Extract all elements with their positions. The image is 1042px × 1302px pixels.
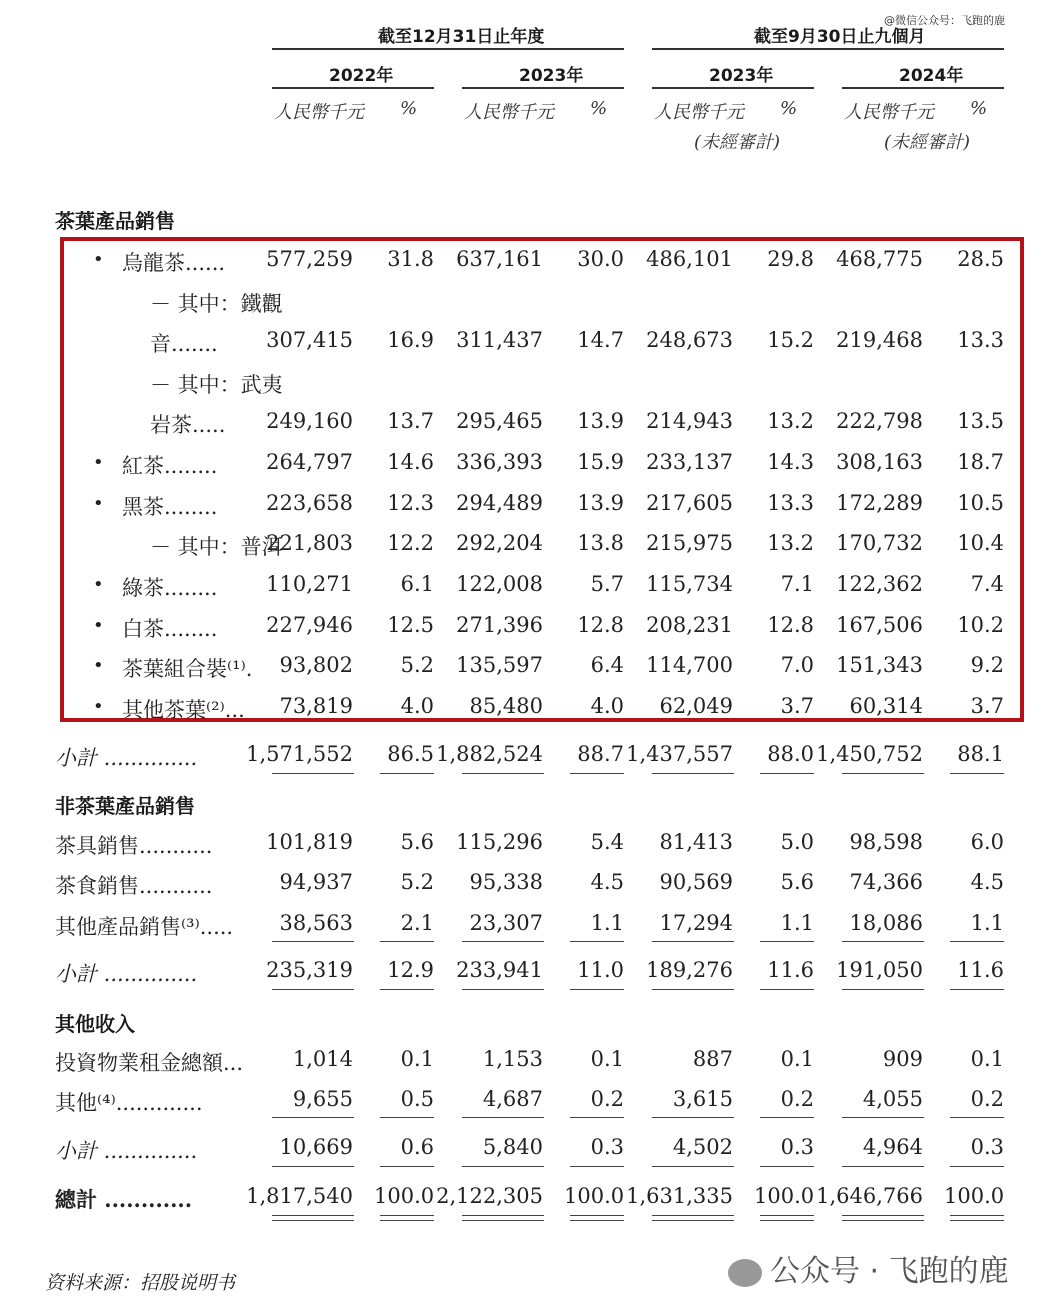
table-rule — [842, 773, 924, 774]
bullet-icon: • — [93, 574, 104, 595]
cell-percent: 11.0 — [577, 958, 624, 982]
row-label: 投資物業租金總額... — [55, 1051, 244, 1075]
cell-amount: 23,307 — [469, 911, 543, 935]
cell-amount: 1,631,335 — [626, 1184, 733, 1208]
bullet-icon: • — [93, 615, 104, 636]
cell-amount: 115,734 — [646, 572, 733, 596]
cell-percent: 6.0 — [970, 830, 1004, 854]
cell-percent: 1.1 — [780, 911, 814, 935]
cell-percent: 88.0 — [767, 742, 814, 766]
year-2024-9m: 2024年 — [899, 66, 964, 86]
cell-amount: 222,798 — [836, 409, 923, 433]
cell-percent: 9.2 — [970, 653, 1004, 677]
table-rule — [380, 989, 434, 990]
table-rule — [652, 1166, 734, 1167]
cell-amount: 307,415 — [266, 328, 353, 352]
cell-percent: 13.9 — [577, 409, 624, 433]
row-label: 黑茶........ — [122, 495, 218, 519]
watermark-bottom-text: 公众号 · 飞跑的鹿 — [770, 1254, 1009, 1289]
row-label: 總計 ............ — [55, 1187, 193, 1212]
table-rule — [652, 1220, 734, 1221]
cell-amount: 887 — [692, 1047, 733, 1071]
cell-percent: 30.0 — [577, 247, 624, 271]
year-rule-2023-9m — [652, 87, 814, 89]
bullet-icon: • — [93, 493, 104, 514]
cell-amount: 221,803 — [266, 531, 353, 555]
table-rule — [272, 1117, 354, 1118]
cell-percent: 5.6 — [400, 830, 434, 854]
cell-percent: 13.2 — [767, 531, 814, 555]
table-rule — [760, 1117, 814, 1118]
cell-percent: 11.6 — [957, 958, 1004, 982]
table-rule — [380, 1117, 434, 1118]
cell-percent: 0.2 — [780, 1087, 814, 1111]
table-rule — [842, 1166, 924, 1167]
row-label: 綠茶........ — [122, 576, 218, 600]
watermark-bottom — [728, 1246, 1009, 1290]
cell-amount: 311,437 — [456, 328, 543, 352]
cell-percent: 6.4 — [590, 653, 624, 677]
cell-percent: 4.0 — [590, 694, 624, 718]
table-rule — [842, 1117, 924, 1118]
table-rule — [760, 1220, 814, 1221]
year-2023-fy: 2023年 — [519, 66, 584, 86]
cell-percent: 0.2 — [970, 1087, 1004, 1111]
table-rule — [842, 989, 924, 990]
cell-amount: 10,669 — [279, 1135, 353, 1159]
cell-percent: 3.7 — [970, 694, 1004, 718]
cell-amount: 1,153 — [482, 1047, 543, 1071]
cell-amount: 95,338 — [469, 870, 543, 894]
cell-percent: 14.3 — [767, 450, 814, 474]
cell-amount: 227,946 — [266, 613, 353, 637]
cell-percent: 12.5 — [387, 613, 434, 637]
cell-percent: 3.7 — [780, 694, 814, 718]
cell-percent: 10.5 — [957, 491, 1004, 515]
cell-amount: 122,008 — [456, 572, 543, 596]
cell-percent: 14.7 — [577, 328, 624, 352]
section-other-income-title: 其他收入 — [55, 1012, 135, 1036]
cell-amount: 2,122,305 — [436, 1184, 543, 1208]
cell-amount: 1,817,540 — [246, 1184, 353, 1208]
cell-amount: 909 — [882, 1047, 923, 1071]
unit-pct-2: % — [590, 98, 608, 119]
cell-amount: 1,014 — [292, 1047, 353, 1071]
cell-amount: 4,502 — [672, 1135, 733, 1159]
row-label: 茶食銷售........... — [55, 874, 213, 898]
cell-amount: 295,465 — [456, 409, 543, 433]
cell-percent: 7.4 — [970, 572, 1004, 596]
cell-amount: 4,964 — [862, 1135, 923, 1159]
cell-percent: 10.4 — [957, 531, 1004, 555]
table-rule — [272, 1220, 354, 1221]
cell-percent: 0.3 — [970, 1135, 1004, 1159]
table-rule — [950, 941, 1004, 942]
table-rule — [652, 1215, 734, 1216]
section-non-tea-title: 非茶葉產品銷售 — [55, 794, 195, 818]
unit-rmb-1: 人民幣千元 — [274, 102, 364, 123]
cell-amount: 264,797 — [266, 450, 353, 474]
year-rule-2022 — [272, 87, 434, 89]
cell-percent: 100.0 — [944, 1184, 1005, 1208]
cell-percent: 1.1 — [970, 911, 1004, 935]
cell-percent: 5.2 — [400, 653, 434, 677]
cell-amount: 74,366 — [849, 870, 923, 894]
cell-amount: 308,163 — [836, 450, 923, 474]
source-note: 资料来源：招股说明书 — [45, 1272, 236, 1294]
cell-percent: 5.4 — [590, 830, 624, 854]
cell-percent: 12.2 — [387, 531, 434, 555]
table-rule — [380, 773, 434, 774]
section-tea-title: 茶葉產品銷售 — [55, 209, 175, 233]
table-rule — [950, 773, 1004, 774]
row-label: 紅茶........ — [122, 454, 218, 478]
table-rule — [652, 941, 734, 942]
cell-amount: 292,204 — [456, 531, 543, 555]
cell-percent: 28.5 — [957, 247, 1004, 271]
header-group-9m: 截至9月30日止九個月 — [754, 27, 926, 47]
table-rule — [272, 1166, 354, 1167]
table-rule — [380, 1220, 434, 1221]
table-rule — [570, 941, 624, 942]
table-rule — [570, 1215, 624, 1216]
cell-percent: 6.1 — [400, 572, 434, 596]
cell-percent: 0.1 — [590, 1047, 624, 1071]
table-rule — [950, 1166, 1004, 1167]
table-rule — [462, 1117, 544, 1118]
cell-percent: 13.5 — [957, 409, 1004, 433]
cell-amount: 4,687 — [482, 1087, 543, 1111]
cell-percent: 0.1 — [780, 1047, 814, 1071]
row-label: 音....... — [150, 332, 218, 356]
cell-percent: 0.5 — [400, 1087, 434, 1111]
cell-amount: 17,294 — [659, 911, 733, 935]
cell-percent: 4.0 — [400, 694, 434, 718]
bullet-icon: • — [93, 655, 104, 676]
unaudited-3: (未經審計) — [694, 132, 781, 153]
cell-amount: 235,319 — [266, 958, 353, 982]
row-label: 茶葉組合裝⁽¹⁾. — [122, 657, 253, 681]
cell-amount: 577,259 — [266, 247, 353, 271]
table-rule — [842, 1220, 924, 1221]
cell-percent: 12.3 — [387, 491, 434, 515]
cell-amount: 468,775 — [836, 247, 923, 271]
row-label: 小計 .............. — [55, 962, 198, 986]
cell-amount: 1,437,557 — [626, 742, 733, 766]
cell-percent: 0.2 — [590, 1087, 624, 1111]
cell-percent: 0.1 — [970, 1047, 1004, 1071]
cell-amount: 18,086 — [849, 911, 923, 935]
year-rule-2024-9m — [842, 87, 1004, 89]
cell-percent: 4.5 — [970, 870, 1004, 894]
table-rule — [380, 1166, 434, 1167]
table-rule — [462, 941, 544, 942]
unaudited-4: (未經審計) — [884, 132, 971, 153]
unit-rmb-2: 人民幣千元 — [464, 102, 554, 123]
cell-percent: 100.0 — [374, 1184, 435, 1208]
cell-percent: 12.9 — [387, 958, 434, 982]
cell-percent: 5.6 — [780, 870, 814, 894]
cell-percent: 4.5 — [590, 870, 624, 894]
cell-amount: 217,605 — [646, 491, 733, 515]
unit-rmb-3: 人民幣千元 — [654, 102, 744, 123]
table-rule — [272, 989, 354, 990]
cell-percent: 0.1 — [400, 1047, 434, 1071]
cell-amount: 191,050 — [836, 958, 923, 982]
cell-amount: 248,673 — [646, 328, 733, 352]
row-label: － 其中：普洱 — [150, 535, 283, 559]
cell-percent: 0.3 — [590, 1135, 624, 1159]
table-rule — [462, 989, 544, 990]
cell-percent: 2.1 — [400, 911, 434, 935]
table-rule — [570, 1166, 624, 1167]
table-rule — [380, 1215, 434, 1216]
table-rule — [760, 773, 814, 774]
cell-percent: 12.8 — [577, 613, 624, 637]
header-rule-fy — [272, 48, 624, 50]
cell-percent: 5.2 — [400, 870, 434, 894]
cell-amount: 3,615 — [672, 1087, 733, 1111]
cell-amount: 62,049 — [659, 694, 733, 718]
cell-amount: 208,231 — [646, 613, 733, 637]
table-rule — [950, 989, 1004, 990]
table-rule — [570, 989, 624, 990]
cell-percent: 13.7 — [387, 409, 434, 433]
unit-rmb-4: 人民幣千元 — [844, 102, 934, 123]
cell-percent: 13.8 — [577, 531, 624, 555]
cell-percent: 100.0 — [564, 1184, 625, 1208]
row-label: 其他產品銷售⁽³⁾..... — [55, 915, 234, 939]
row-label: 小計 .............. — [55, 1139, 198, 1163]
row-label: － 其中：鐵觀 — [150, 292, 283, 316]
cell-amount: 233,941 — [456, 958, 543, 982]
cell-percent: 13.3 — [957, 328, 1004, 352]
cell-amount: 114,700 — [646, 653, 733, 677]
wechat-icon — [728, 1259, 762, 1287]
cell-amount: 1,450,752 — [816, 742, 923, 766]
cell-amount: 101,819 — [266, 830, 353, 854]
cell-amount: 151,343 — [836, 653, 923, 677]
table-rule — [760, 1166, 814, 1167]
table-rule — [652, 773, 734, 774]
table-rule — [570, 773, 624, 774]
cell-percent: 18.7 — [957, 450, 1004, 474]
year-2022: 2022年 — [329, 66, 394, 86]
cell-amount: 5,840 — [482, 1135, 543, 1159]
cell-amount: 167,506 — [836, 613, 923, 637]
cell-amount: 60,314 — [849, 694, 923, 718]
cell-percent: 0.6 — [400, 1135, 434, 1159]
cell-percent: 29.8 — [767, 247, 814, 271]
table-rule — [652, 989, 734, 990]
unit-pct-4: % — [970, 98, 988, 119]
cell-amount: 1,882,524 — [436, 742, 543, 766]
table-rule — [760, 1215, 814, 1216]
unit-pct-1: % — [400, 98, 418, 119]
cell-percent: 5.0 — [780, 830, 814, 854]
cell-amount: 73,819 — [279, 694, 353, 718]
year-rule-2023-fy — [462, 87, 624, 89]
row-label: － 其中：武夷 — [150, 373, 283, 397]
table-rule — [760, 941, 814, 942]
table-rule — [272, 941, 354, 942]
cell-percent: 10.2 — [957, 613, 1004, 637]
cell-percent: 7.1 — [780, 572, 814, 596]
cell-amount: 93,802 — [279, 653, 353, 677]
cell-percent: 15.2 — [767, 328, 814, 352]
table-rule — [652, 1117, 734, 1118]
cell-percent: 13.9 — [577, 491, 624, 515]
cell-percent: 88.7 — [577, 742, 624, 766]
table-rule — [570, 1117, 624, 1118]
cell-percent: 100.0 — [754, 1184, 815, 1208]
cell-amount: 637,161 — [456, 247, 543, 271]
cell-amount: 85,480 — [469, 694, 543, 718]
table-rule — [462, 773, 544, 774]
bullet-icon: • — [93, 696, 104, 717]
table-rule — [462, 1220, 544, 1221]
table-rule — [380, 941, 434, 942]
cell-percent: 31.8 — [387, 247, 434, 271]
cell-amount: 115,296 — [456, 830, 543, 854]
watermark-top: @微信公众号：飞跑的鹿 — [884, 14, 1005, 27]
cell-percent: 7.0 — [780, 653, 814, 677]
row-label: 白茶........ — [122, 617, 218, 641]
cell-amount: 336,393 — [456, 450, 543, 474]
cell-amount: 170,732 — [836, 531, 923, 555]
cell-amount: 90,569 — [659, 870, 733, 894]
cell-amount: 223,658 — [266, 491, 353, 515]
cell-percent: 11.6 — [767, 958, 814, 982]
table-rule — [950, 1117, 1004, 1118]
year-2023-9m: 2023年 — [709, 66, 774, 86]
cell-amount: 233,137 — [646, 450, 733, 474]
row-label: 其他⁽⁴⁾............. — [55, 1091, 203, 1115]
row-label: 小計 .............. — [55, 746, 198, 770]
cell-amount: 81,413 — [659, 830, 733, 854]
header-rule-9m — [652, 48, 1004, 50]
cell-amount: 110,271 — [266, 572, 353, 596]
cell-amount: 219,468 — [836, 328, 923, 352]
cell-amount: 98,598 — [849, 830, 923, 854]
cell-amount: 38,563 — [279, 911, 353, 935]
cell-percent: 15.9 — [577, 450, 624, 474]
cell-percent: 16.9 — [387, 328, 434, 352]
cell-percent: 0.3 — [780, 1135, 814, 1159]
row-label: 其他茶葉⁽²⁾... — [122, 698, 245, 722]
cell-amount: 122,362 — [836, 572, 923, 596]
bullet-icon: • — [93, 249, 104, 270]
cell-amount: 486,101 — [646, 247, 733, 271]
unit-pct-3: % — [780, 98, 798, 119]
row-label: 茶具銷售........... — [55, 834, 213, 858]
cell-amount: 294,489 — [456, 491, 543, 515]
cell-percent: 14.6 — [387, 450, 434, 474]
cell-amount: 172,289 — [836, 491, 923, 515]
table-rule — [950, 1215, 1004, 1216]
cell-amount: 94,937 — [279, 870, 353, 894]
cell-percent: 12.8 — [767, 613, 814, 637]
cell-amount: 1,571,552 — [246, 742, 353, 766]
table-rule — [842, 941, 924, 942]
row-label: 烏龍茶...... — [122, 251, 226, 275]
table-rule — [462, 1166, 544, 1167]
table-rule — [462, 1215, 544, 1216]
table-rule — [760, 989, 814, 990]
table-rule — [272, 773, 354, 774]
cell-amount: 9,655 — [292, 1087, 353, 1111]
cell-amount: 135,597 — [456, 653, 543, 677]
cell-percent: 88.1 — [957, 742, 1004, 766]
cell-percent: 5.7 — [590, 572, 624, 596]
cell-percent: 13.2 — [767, 409, 814, 433]
cell-amount: 271,396 — [456, 613, 543, 637]
cell-percent: 13.3 — [767, 491, 814, 515]
cell-amount: 249,160 — [266, 409, 353, 433]
cell-percent: 1.1 — [590, 911, 624, 935]
bullet-icon: • — [93, 452, 104, 473]
cell-percent: 86.5 — [387, 742, 434, 766]
cell-amount: 215,975 — [646, 531, 733, 555]
table-rule — [842, 1215, 924, 1216]
row-label: 岩茶..... — [150, 413, 226, 437]
table-rule — [950, 1220, 1004, 1221]
header-group-fy: 截至12月31日止年度 — [378, 27, 545, 47]
cell-amount: 1,646,766 — [816, 1184, 923, 1208]
cell-amount: 214,943 — [646, 409, 733, 433]
cell-amount: 4,055 — [862, 1087, 923, 1111]
table-rule — [272, 1215, 354, 1216]
cell-amount: 189,276 — [646, 958, 733, 982]
table-rule — [570, 1220, 624, 1221]
